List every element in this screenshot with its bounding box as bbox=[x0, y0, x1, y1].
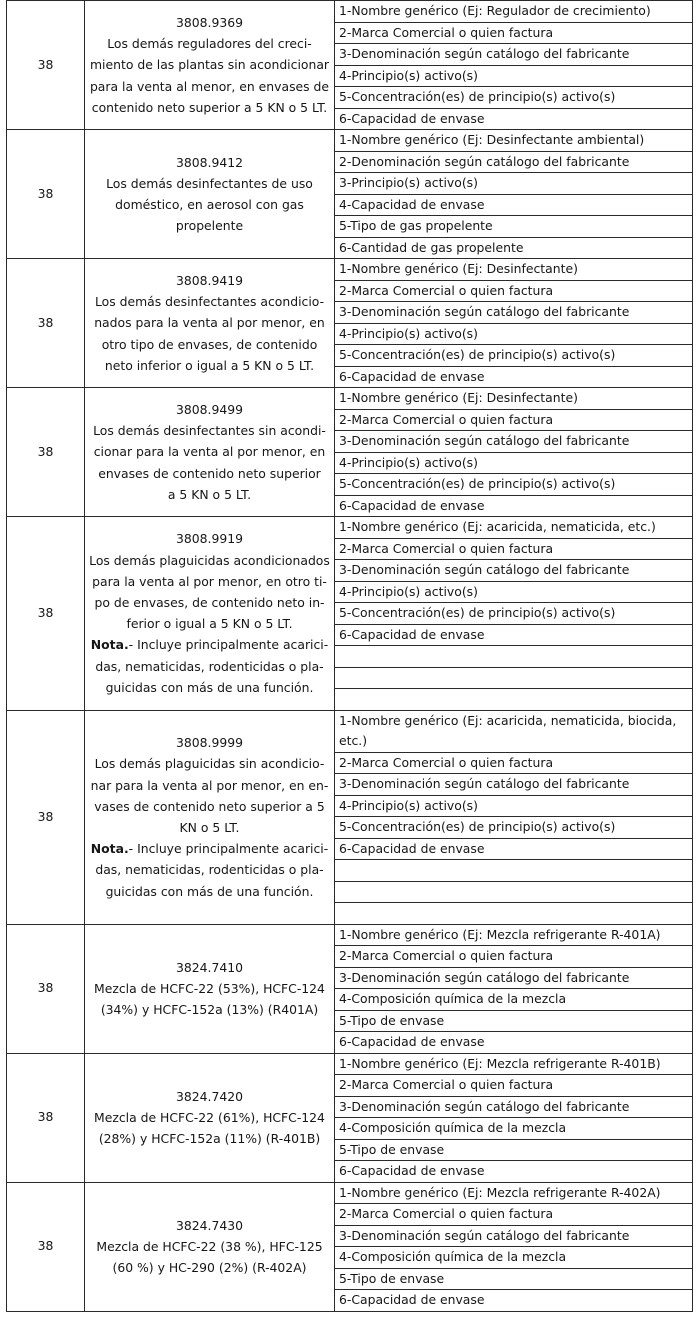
description-line: Mezcla de HCFC-22 (61%), HCFC-124 bbox=[94, 1109, 325, 1125]
description-cell bbox=[85, 1, 335, 130]
table-row bbox=[7, 259, 693, 281]
description-line: vases de contenido neto superior a 5 bbox=[94, 798, 325, 814]
chapter-cell: 38 bbox=[7, 259, 85, 388]
description-line: doméstico, en aerosol con gas bbox=[115, 197, 304, 212]
requirement-item: 2-Marca Comercial o quien factura bbox=[335, 280, 693, 302]
table-row bbox=[7, 924, 693, 946]
description-line: Los demás plaguicidas sin acondicio- bbox=[94, 756, 325, 772]
description-line: Mezcla de HCFC-22 (53%), HCFC-124 bbox=[94, 980, 325, 996]
description-cell bbox=[85, 924, 335, 1053]
description-cell bbox=[85, 1053, 335, 1182]
requirement-item: 1-Nombre genérico (Ej: Desinfectante) bbox=[335, 388, 693, 410]
requirement-item: 4-Principio(s) activo(s) bbox=[335, 795, 693, 817]
requirement-item: 3-Principio(s) activo(s) bbox=[335, 173, 693, 195]
requirement-item: 1-Nombre genérico (Ej: Mezcla refrigerante R-402A) bbox=[335, 1182, 693, 1204]
requirement-item: 3-Denominación según catálogo del fabricante bbox=[335, 431, 693, 453]
description-line: Los demás plaguicidas acondicionados bbox=[89, 552, 330, 568]
requirement-item: 6-Capacidad de envase bbox=[335, 624, 693, 646]
description-line: contenido neto superior a 5 KN o 5 LT. bbox=[91, 99, 328, 115]
table-row bbox=[7, 517, 693, 539]
requirement-item: 3-Denominación según catálogo del fabricante bbox=[335, 1225, 693, 1247]
description-line: Los demás reguladores del creci- bbox=[107, 36, 312, 52]
tariff-code: 3824.7430 bbox=[175, 1217, 243, 1233]
requirement-item: 5-Concentración(es) de principio(s) activo(s) bbox=[335, 817, 693, 839]
description-line: nados para la venta al por menor, en bbox=[94, 315, 325, 331]
nota-line bbox=[89, 838, 330, 859]
tariff-code: 3808.9369 bbox=[175, 14, 243, 30]
description-line: Los demás desinfectantes acondicio- bbox=[94, 294, 325, 310]
table-row bbox=[7, 1182, 693, 1204]
requirement-item: 1-Nombre genérico (Ej: Regulador de crecimiento) bbox=[335, 1, 693, 23]
requirement-item: 1-Nombre genérico (Ej: Desinfectante ambiental) bbox=[335, 130, 693, 152]
requirement-item: 6-Capacidad de envase bbox=[335, 108, 693, 130]
tariff-code: 3808.9419 bbox=[175, 272, 243, 288]
description-line: cionar para la venta al por menor, en bbox=[93, 444, 326, 460]
nota-line: guicidas con más de una función. bbox=[105, 883, 314, 899]
table-row bbox=[7, 710, 693, 752]
description-cell bbox=[85, 517, 335, 711]
requirement-item: 2-Marca Comercial o quien factura bbox=[335, 538, 693, 560]
description-line: (60 %) y HC-290 (2%) (R-402A) bbox=[112, 1260, 307, 1276]
requirement-item: 5-Concentración(es) de principio(s) activo(s) bbox=[335, 474, 693, 496]
nota-line: das, nematicidas, rodenticidas o pla- bbox=[95, 658, 324, 674]
description-line: ferior o igual a 5 KN o 5 LT. bbox=[126, 616, 293, 632]
tariff-code: 3808.9999 bbox=[175, 735, 243, 751]
description-line: otro tipo de envases, de contenido bbox=[101, 336, 318, 352]
requirement-item: 4-Composición química de la mezcla bbox=[335, 1247, 693, 1269]
requirement-item: 6-Capacidad de envase bbox=[335, 1161, 693, 1183]
requirement-item: 6-Capacidad de envase bbox=[335, 1290, 693, 1312]
requirement-item: 1-Nombre genérico (Ej: Mezcla refrigerante R-401B) bbox=[335, 1053, 693, 1075]
chapter-cell: 38 bbox=[7, 388, 85, 517]
description-line: miento de las plantas sin acondicionar bbox=[89, 57, 330, 73]
tariff-code: 3824.7410 bbox=[175, 959, 243, 975]
description-cell bbox=[85, 259, 335, 388]
requirement-item: 1-Nombre genérico (Ej: acaricida, nematicida, etc.) bbox=[335, 517, 693, 539]
nota-label: Nota. bbox=[90, 637, 129, 653]
requirement-item: 5-Concentración(es) de principio(s) activo(s) bbox=[335, 87, 693, 109]
chapter-cell: 38 bbox=[7, 1182, 85, 1311]
requirement-item: 4-Principio(s) activo(s) bbox=[335, 581, 693, 603]
requirement-item: 2-Marca Comercial o quien factura bbox=[335, 752, 693, 774]
requirement-item: 3-Denominación según catálogo del fabricante bbox=[335, 1096, 693, 1118]
requirement-item: 3-Denominación según catálogo del fabricante bbox=[335, 560, 693, 582]
chapter-cell: 38 bbox=[7, 710, 85, 924]
chapter-cell: 38 bbox=[7, 924, 85, 1053]
chapter-cell: 38 bbox=[7, 130, 85, 259]
requirement-item: 2-Marca Comercial o quien factura bbox=[335, 1075, 693, 1097]
tariff-code: 3808.9412 bbox=[175, 154, 243, 170]
requirement-item: 2-Denominación según catálogo del fabricante bbox=[335, 151, 693, 173]
description-line: po de envases, de contenido neto in- bbox=[94, 595, 325, 611]
description-line: Los demás desinfectantes de uso bbox=[106, 175, 313, 191]
description-cell bbox=[85, 130, 335, 259]
blank-item bbox=[335, 667, 693, 689]
description-line: (34%) y HCFC-152a (13%) (R401A) bbox=[100, 1002, 319, 1018]
tariff-table bbox=[6, 0, 693, 1312]
requirement-item: 2-Marca Comercial o quien factura bbox=[335, 1204, 693, 1226]
requirement-item: 3-Denominación según catálogo del fabricante bbox=[335, 967, 693, 989]
tariff-code: 3808.9499 bbox=[175, 401, 243, 417]
requirement-item: 1-Nombre genérico (Ej: Desinfectante) bbox=[335, 259, 693, 281]
nota-line: guicidas con más de una función. bbox=[105, 679, 314, 695]
requirement-item: 4-Principio(s) activo(s) bbox=[335, 323, 693, 345]
requirement-item: 4-Principio(s) activo(s) bbox=[335, 452, 693, 474]
requirement-item: 2-Marca Comercial o quien factura bbox=[335, 409, 693, 431]
description-line: Los demás desinfectantes sin acondi- bbox=[93, 423, 326, 439]
description-line: para la venta al por menor, en otro ti- bbox=[92, 573, 327, 589]
tariff-table-body bbox=[7, 1, 693, 1312]
requirement-item: 5-Tipo de envase bbox=[335, 1139, 693, 1161]
chapter-cell: 38 bbox=[7, 1, 85, 130]
description-line: para la venta al menor, en envases de bbox=[89, 78, 330, 94]
requirement-item: 6-Capacidad de envase bbox=[335, 838, 693, 860]
table-row bbox=[7, 388, 693, 410]
requirement-item: 3-Denominación según catálogo del fabricante bbox=[335, 774, 693, 796]
requirement-item: 4-Composición química de la mezcla bbox=[335, 1118, 693, 1140]
requirement-item: 5-Concentración(es) de principio(s) activo(s) bbox=[335, 345, 693, 367]
description-line: a 5 KN o 5 LT. bbox=[167, 486, 252, 502]
blank-item bbox=[335, 881, 693, 903]
chapter-cell: 38 bbox=[7, 517, 85, 711]
requirement-item: 5-Concentración(es) de principio(s) activo(s) bbox=[335, 603, 693, 625]
chapter-cell: 38 bbox=[7, 1053, 85, 1182]
nota-text: - Incluye principalmente acarici- bbox=[128, 841, 329, 857]
blank-item bbox=[335, 903, 693, 925]
blank-item bbox=[335, 646, 693, 668]
description-line: neto inferior o igual a 5 KN o 5 LT. bbox=[104, 357, 315, 373]
requirement-item: 4-Composición química de la mezcla bbox=[335, 989, 693, 1011]
description-cell bbox=[85, 388, 335, 517]
description-line: Mezcla de HCFC-22 (38 %), HFC-125 bbox=[96, 1238, 323, 1254]
nota-line: das, nematicidas, rodenticidas o pla- bbox=[95, 862, 324, 878]
requirement-item: 3-Denominación según catálogo del fabricante bbox=[335, 44, 693, 66]
requirement-item: 5-Tipo de envase bbox=[335, 1268, 693, 1290]
requirement-item: 6-Cantidad de gas propelente bbox=[335, 237, 693, 259]
requirement-item: 4-Principio(s) activo(s) bbox=[335, 65, 693, 87]
nota-line bbox=[89, 634, 330, 655]
requirement-item: 4-Capacidad de envase bbox=[335, 194, 693, 216]
tariff-code: 3824.7420 bbox=[175, 1088, 243, 1104]
blank-item bbox=[335, 689, 693, 711]
requirement-item: 5-Tipo de gas propelente bbox=[335, 216, 693, 238]
description-cell bbox=[85, 710, 335, 924]
table-row bbox=[7, 130, 693, 152]
requirement-item: 5-Tipo de envase bbox=[335, 1010, 693, 1032]
blank-item bbox=[335, 860, 693, 882]
requirement-item: 1-Nombre genérico (Ej: Mezcla refrigerante R-401A) bbox=[335, 924, 693, 946]
description-line: envases de contenido neto superior bbox=[98, 465, 321, 481]
requirement-item: 3-Denominación según catálogo del fabricante bbox=[335, 302, 693, 324]
description-line: nar para la venta al por menor, en en- bbox=[90, 777, 329, 793]
table-row bbox=[7, 1, 693, 23]
description-line: KN o 5 LT. bbox=[179, 820, 240, 835]
requirement-item: 6-Capacidad de envase bbox=[335, 1032, 693, 1054]
requirement-item: 2-Marca Comercial o quien factura bbox=[335, 946, 693, 968]
description-line: propelente bbox=[175, 218, 244, 234]
requirement-item: 1-Nombre genérico (Ej: acaricida, nematicida, biocida, etc.) bbox=[335, 710, 693, 752]
nota-text: - Incluye principalmente acarici- bbox=[128, 637, 329, 653]
nota-label: Nota. bbox=[90, 841, 129, 857]
table-row bbox=[7, 1053, 693, 1075]
description-line: (28%) y HCFC-152a (11%) (R-401B) bbox=[98, 1131, 321, 1147]
requirement-item: 6-Capacidad de envase bbox=[335, 366, 693, 388]
requirement-item: 2-Marca Comercial o quien factura bbox=[335, 22, 693, 44]
tariff-code: 3808.9919 bbox=[175, 531, 243, 547]
requirement-item: 6-Capacidad de envase bbox=[335, 495, 693, 517]
description-cell bbox=[85, 1182, 335, 1311]
